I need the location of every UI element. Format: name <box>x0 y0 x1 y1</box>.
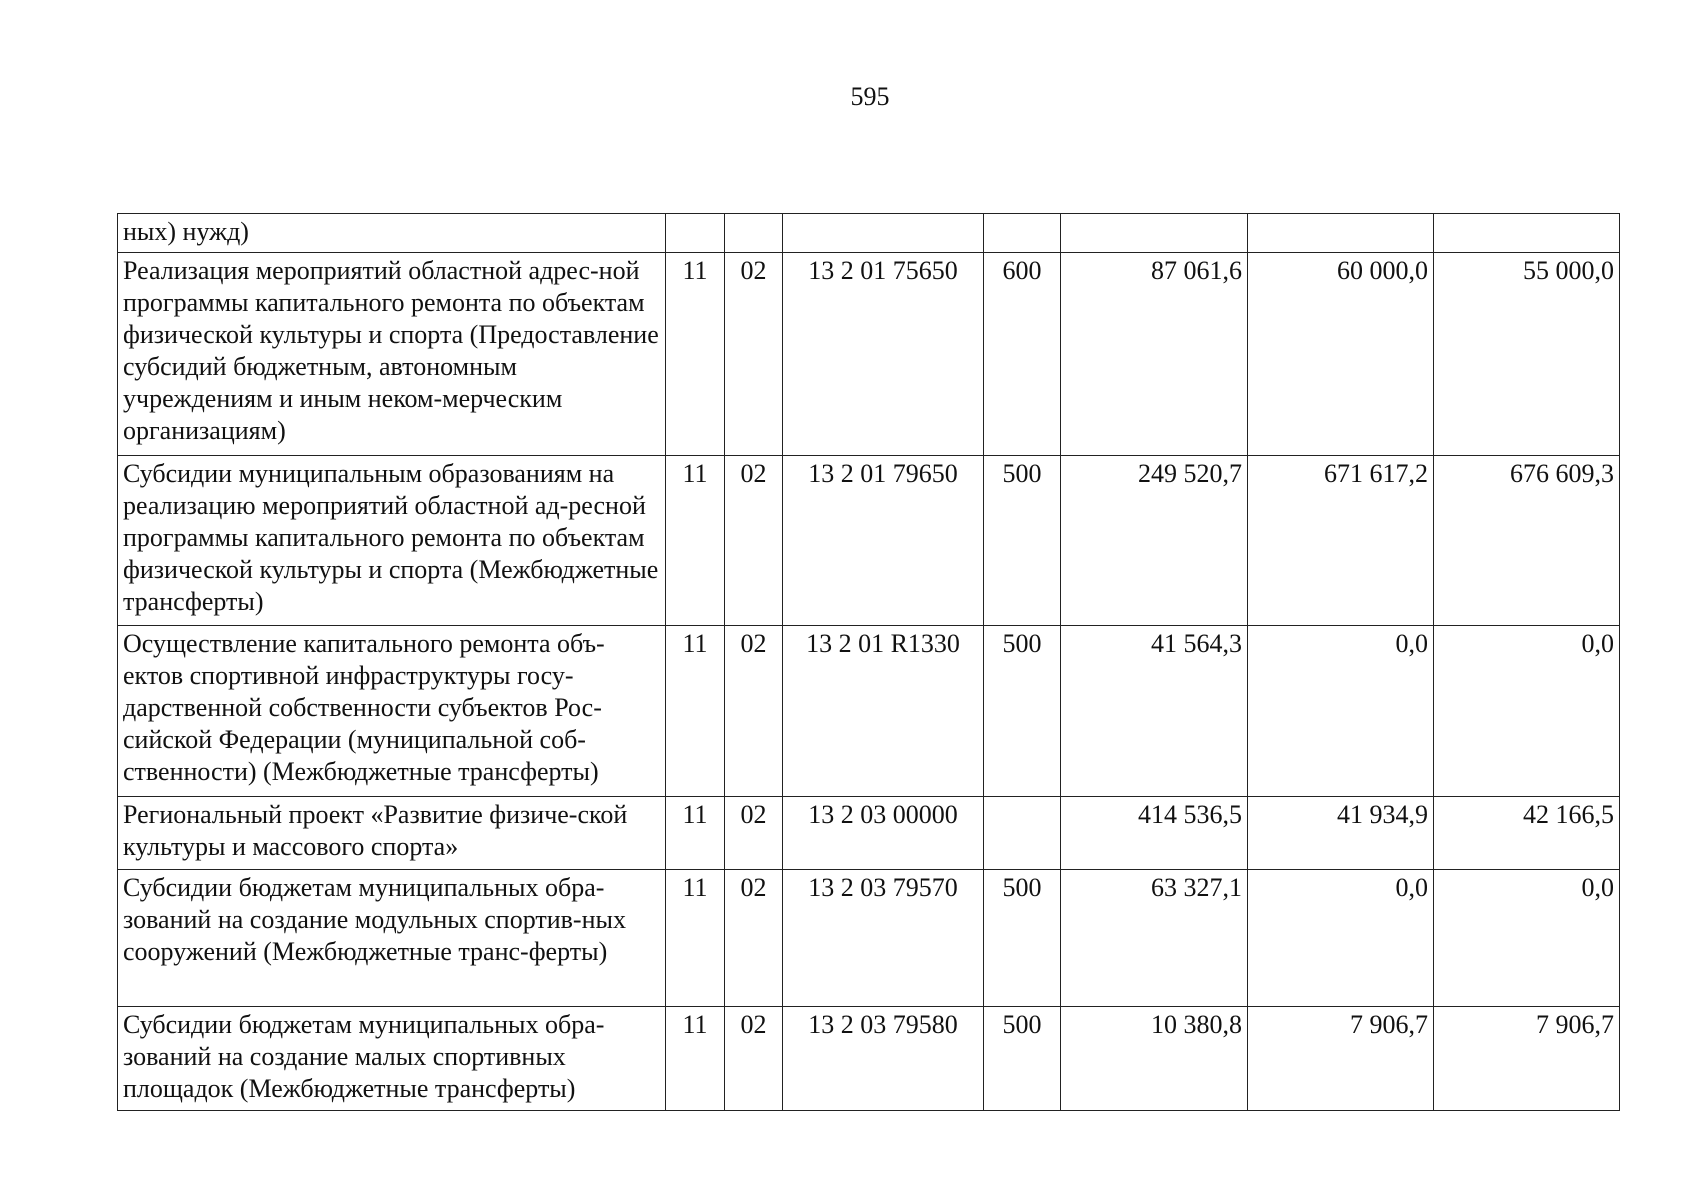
row-description: ных) нужд) <box>118 214 666 253</box>
section-code <box>666 214 725 253</box>
target-article: 13 2 03 79570 <box>783 870 984 1007</box>
page-number: 595 <box>850 82 890 111</box>
row-description: Реализация мероприятий областной адрес-ной программы капитального ремонта по объектам физической культуры и спорта (Предоставление субсидий бюджетным, автономным учреждениям и иным неком-мерческим организациям) <box>118 253 666 456</box>
section-code: 11 <box>666 626 725 797</box>
table-row <box>118 797 1620 870</box>
table-row <box>118 253 1620 456</box>
amount-3: 0,0 <box>1434 626 1620 797</box>
table-row <box>118 456 1620 626</box>
amount-2: 60 000,0 <box>1248 253 1434 456</box>
amount-2: 671 617,2 <box>1248 456 1434 626</box>
section-code: 11 <box>666 456 725 626</box>
amount-1: 249 520,7 <box>1061 456 1248 626</box>
amount-2: 0,0 <box>1248 870 1434 1007</box>
target-article: 13 2 01 79650 <box>783 456 984 626</box>
expense-type: 500 <box>984 1007 1061 1111</box>
section-code: 11 <box>666 797 725 870</box>
table-row <box>118 214 1620 253</box>
amount-1 <box>1061 214 1248 253</box>
target-article <box>783 214 984 253</box>
amount-1: 41 564,3 <box>1061 626 1248 797</box>
section-code: 11 <box>666 1007 725 1111</box>
section-code: 11 <box>666 253 725 456</box>
subsection-code: 02 <box>725 626 783 797</box>
budget-table <box>117 213 1620 1111</box>
target-article: 13 2 03 00000 <box>783 797 984 870</box>
amount-3: 0,0 <box>1434 870 1620 1007</box>
amount-2: 0,0 <box>1248 626 1434 797</box>
amount-3: 55 000,0 <box>1434 253 1620 456</box>
expense-type: 500 <box>984 456 1061 626</box>
subsection-code: 02 <box>725 870 783 1007</box>
subsection-code: 02 <box>725 1007 783 1111</box>
row-description: Субсидии бюджетам муниципальных обра-зований на создание малых спортивных площадок (Межбюджетные трансферты) <box>118 1007 666 1111</box>
expense-type <box>984 797 1061 870</box>
amount-1: 414 536,5 <box>1061 797 1248 870</box>
amount-3 <box>1434 214 1620 253</box>
amount-2: 41 934,9 <box>1248 797 1434 870</box>
amount-2 <box>1248 214 1434 253</box>
subsection-code: 02 <box>725 253 783 456</box>
subsection-code <box>725 214 783 253</box>
amount-1: 10 380,8 <box>1061 1007 1248 1111</box>
target-article: 13 2 03 79580 <box>783 1007 984 1111</box>
target-article: 13 2 01 R1330 <box>783 626 984 797</box>
table-row <box>118 626 1620 797</box>
amount-3: 676 609,3 <box>1434 456 1620 626</box>
section-code: 11 <box>666 870 725 1007</box>
table-row <box>118 870 1620 1007</box>
subsection-code: 02 <box>725 797 783 870</box>
expense-type <box>984 214 1061 253</box>
row-description: Субсидии муниципальным образованиям на реализацию мероприятий областной ад-ресной программы капитального ремонта по объектам физической культуры и спорта (Межбюджетные трансферты) <box>118 456 666 626</box>
amount-2: 7 906,7 <box>1248 1007 1434 1111</box>
amount-1: 87 061,6 <box>1061 253 1248 456</box>
table-row <box>118 1007 1620 1111</box>
row-description: Субсидии бюджетам муниципальных обра-зований на создание модульных спортив-ных сооружений (Межбюджетные транс-ферты) <box>118 870 666 1007</box>
expense-type: 500 <box>984 870 1061 1007</box>
amount-3: 42 166,5 <box>1434 797 1620 870</box>
amount-3: 7 906,7 <box>1434 1007 1620 1111</box>
expense-type: 600 <box>984 253 1061 456</box>
row-description: Осуществление капитального ремонта объ-ектов спортивной инфраструктуры госу-дарственной собственности субъектов Рос-сийской Федерации (муниципальной соб-ственности) (Межбюджетные трансферты) <box>118 626 666 797</box>
expense-type: 500 <box>984 626 1061 797</box>
row-description: Региональный проект «Развитие физиче-ской культуры и массового спорта» <box>118 797 666 870</box>
subsection-code: 02 <box>725 456 783 626</box>
target-article: 13 2 01 75650 <box>783 253 984 456</box>
amount-1: 63 327,1 <box>1061 870 1248 1007</box>
